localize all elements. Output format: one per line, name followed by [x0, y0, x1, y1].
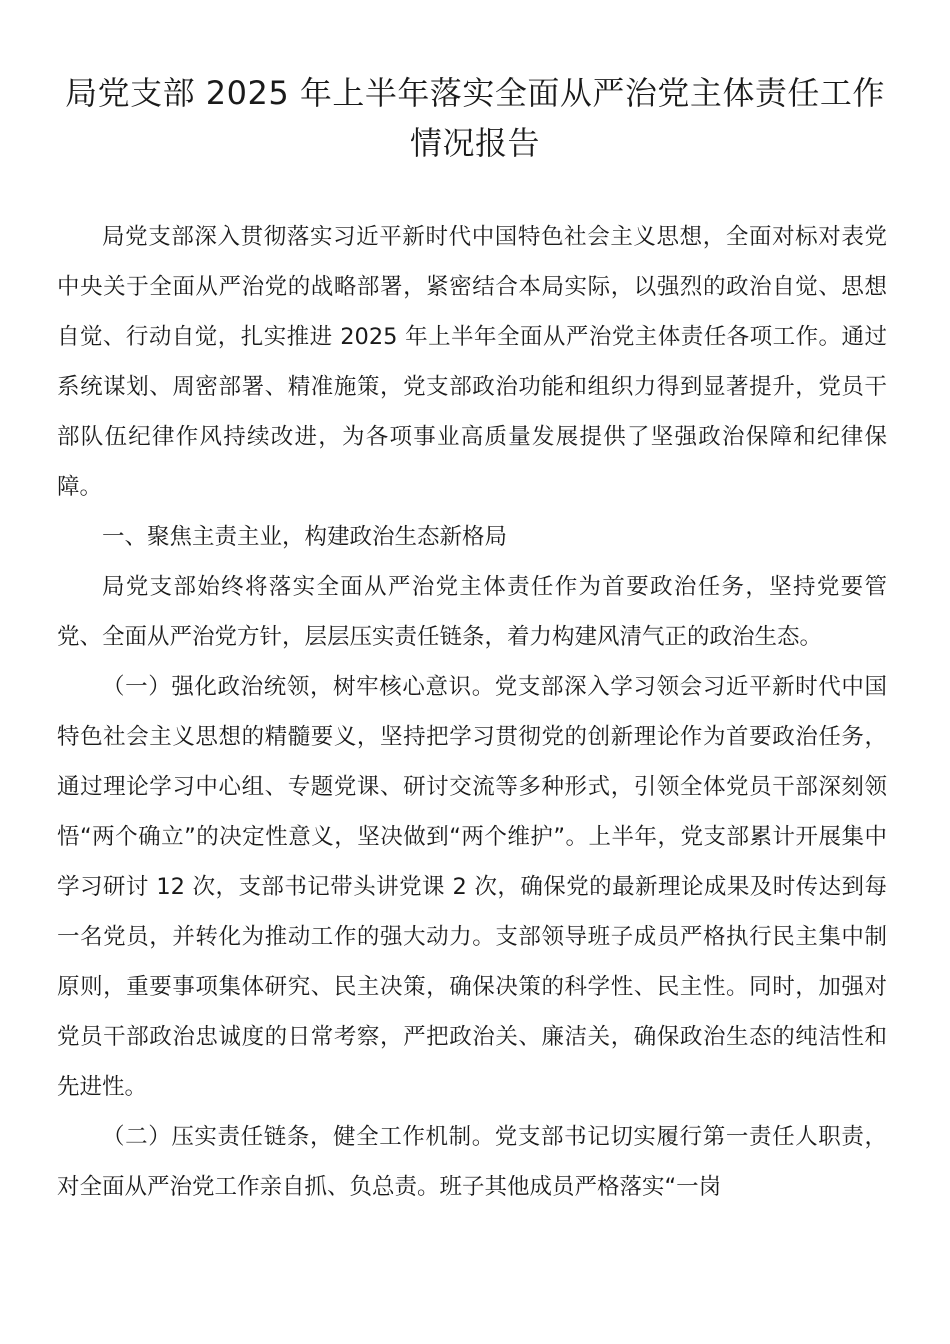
section-heading-1: 一、聚焦主责主业，构建政治生态新格局	[102, 524, 508, 550]
section-1-paragraph: 局党支部始终将落实全面从严治党主体责任作为首要政治任务，坚持党要管党、全面从严治党方针，层层压实责任链条，着力构建风清气正的政治生态。	[57, 574, 887, 650]
intro-paragraph: 局党支部深入贯彻落实习近平新时代中国特色社会主义思想，全面对标对表党中央关于全面从严治党的战略部署，紧密结合本局实际，以强烈的政治自觉、思想自觉、行动自觉，扎实推进 2025 年上半年全面从严治党主体责任各项工作。通过系统谋划、周密部署、精准施策，党支部政治功能和组织力得到显著提升，党员干部队伍纪律作风持续改进，为各项事业高质量发展提供了坚强政治保障和纪律保障。	[57, 224, 887, 500]
document-title: 局党支部 2025 年上半年落实全面从严治党主体责任工作情况报告	[65, 74, 885, 162]
document-body	[57, 212, 887, 1212]
subsection-1-paragraph: （一）强化政治统领，树牢核心意识。党支部深入学习领会习近平新时代中国特色社会主义思想的精髓要义，坚持把学习贯彻党的创新理论作为首要政治任务，通过理论学习中心组、专题党课、研讨交流等多种形式，引领全体党员干部深刻领悟“两个确立”的决定性意义，坚决做到“两个维护”。上半年，党支部累计开展集中学习研讨 12 次，支部书记带头讲党课 2 次，确保党的最新理论成果及时传达到每一名党员，并转化为推动工作的强大动力。支部领导班子成员严格执行民主集中制原则，重要事项集体研究、民主决策，确保决策的科学性、民主性。同时，加强对党员干部政治忠诚度的日常考察，严把政治关、廉洁关，确保政治生态的纯洁性和先进性。	[57, 674, 887, 1100]
subsection-2-paragraph: （二）压实责任链条，健全工作机制。党支部书记切实履行第一责任人职责，对全面从严治党工作亲自抓、负总责。班子其他成员严格落实“一岗	[57, 1124, 887, 1200]
